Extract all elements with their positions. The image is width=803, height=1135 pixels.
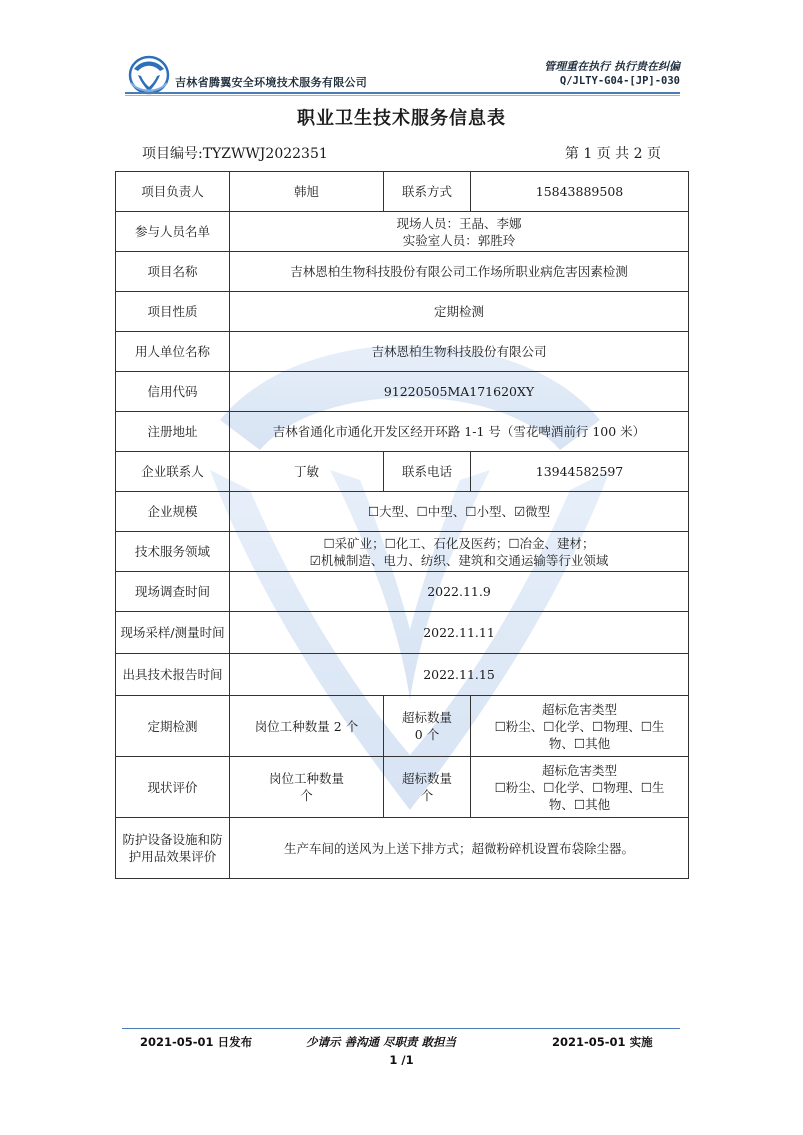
cell-label: 信用代码 [116,372,230,412]
cell-label: 注册地址 [116,412,230,452]
table-row [116,818,689,879]
footer-divider [122,1028,680,1029]
cell-label: 防护设备设施和防护用品效果评价 [116,818,230,879]
cell-label: 企业联系人 [116,452,230,492]
header-divider [125,92,680,94]
table-row [116,372,689,412]
status-posts-label: 岗位工种数量 [268,771,344,786]
participants-lab: 实验室人员：郭胜玲 [402,232,516,248]
cell-value: 定期检测 [230,292,689,332]
table-row [116,572,689,612]
table-row [116,532,689,572]
table-row [116,757,689,818]
periodic-exceed-count: 0 个 [414,727,440,742]
footer-release-date: 2021-05-01 日发布 [140,1035,253,1049]
cell-value [384,696,471,757]
cell-value: 生产车间的送风为上送下排方式；超微粉碎机设置布袋除尘器。 [230,818,689,879]
footer-effective-date: 2021-05-01 实施 [552,1035,653,1049]
cell-value: 岗位工种数量 2 个 [230,696,384,757]
hazard-title: 超标危害类型 [541,762,617,778]
table-row [116,292,689,332]
status-exceed-count: 个 [420,788,434,803]
footer-slogan: 少请示 善沟通 尽职责 敢担当 [306,1035,457,1049]
cell-label: 联系电话 [384,452,471,492]
cell-label: 现状评价 [116,757,230,818]
project-number [142,143,328,163]
table-row [116,492,689,532]
cell-value [230,532,689,572]
document-code: Q/JLTY-G04-[JP]-030 [559,75,680,87]
hazard-line-1: ☐粉尘、☐化学、☐物理、☐生 [494,779,665,795]
cell-value: 13944582597 [471,452,689,492]
cell-value [471,696,689,757]
project-number-label: 项目编号: [142,146,203,162]
cell-label: 用人单位名称 [116,332,230,372]
page-title: 职业卫生技术服务信息表 [297,108,506,129]
cell-label: 现场采样/测量时间 [116,612,230,654]
footer-page-number: 1 /1 [389,1053,414,1067]
hazard-title: 超标危害类型 [541,701,617,717]
header-divider-thin [125,95,680,96]
cell-label: 现场调查时间 [116,572,230,612]
table-row [116,696,689,757]
cell-label: 联系方式 [384,172,471,212]
cell-value: ☐大型、☐中型、☐小型、☑微型 [230,492,689,532]
table-row [116,412,689,452]
cell-label: 项目名称 [116,252,230,292]
table-row [116,612,689,654]
cell-label: 企业规模 [116,492,230,532]
table-row [116,212,689,252]
info-table [115,171,689,879]
cell-value [230,757,384,818]
cell-value [471,757,689,818]
cell-value: 2022.11.9 [230,572,689,612]
hazard-line-2: 物、☐其他 [548,735,611,751]
table-row [116,172,689,212]
cell-value: 2022.11.11 [230,612,689,654]
cell-label: 定期检测 [116,696,230,757]
status-posts-count: 个 [300,788,313,803]
cell-label: 参与人员名单 [116,212,230,252]
hazard-line-1: ☐粉尘、☐化学、☐物理、☐生 [494,718,665,734]
page-info: 第 1 页 共 2 页 [564,146,661,162]
cell-value: 吉林恩柏生物科技股份有限公司 [230,332,689,372]
document-header [0,0,803,100]
cell-value: 吉林省通化市通化开发区经开环路 1-1 号（雪花啤酒前行 100 米） [230,412,689,452]
domain-line-2: ☑机械制造、电力、纺织、建筑和交通运输等行业领域 [309,552,609,568]
table-row [116,654,689,696]
table-row [116,452,689,492]
cell-label: 出具技术报告时间 [116,654,230,696]
status-exceed-label: 超标数量 [401,771,452,786]
participants-field: 现场人员：王晶、李娜 [396,215,522,231]
cell-value: 吉林恩柏生物科技股份有限公司工作场所职业病危害因素检测 [230,252,689,292]
company-name: 吉林省腾翼安全环境技术服务有限公司 [175,76,368,89]
cell-value: 韩旭 [230,172,384,212]
cell-label: 技术服务领域 [116,532,230,572]
cell-value: 15843889508 [471,172,689,212]
domain-line-1: ☐采矿业；☐化工、石化及医药；☐冶金、建材； [323,535,595,551]
cell-value [384,757,471,818]
header-motto: 管理重在执行 执行贵在纠偏 [544,60,680,73]
table-row [116,332,689,372]
cell-label: 项目性质 [116,292,230,332]
project-number-value: TYZWWJ2022351 [202,146,328,162]
cell-value: 丁敏 [230,452,384,492]
company-logo-icon [128,55,170,95]
table-row [116,252,689,292]
periodic-exceed-label: 超标数量 [401,710,452,725]
cell-value: 91220505MA171620XY [230,372,689,412]
cell-label: 项目负责人 [116,172,230,212]
cell-value: 2022.11.15 [230,654,689,696]
hazard-line-2: 物、☐其他 [548,796,611,812]
cell-value [230,212,689,252]
